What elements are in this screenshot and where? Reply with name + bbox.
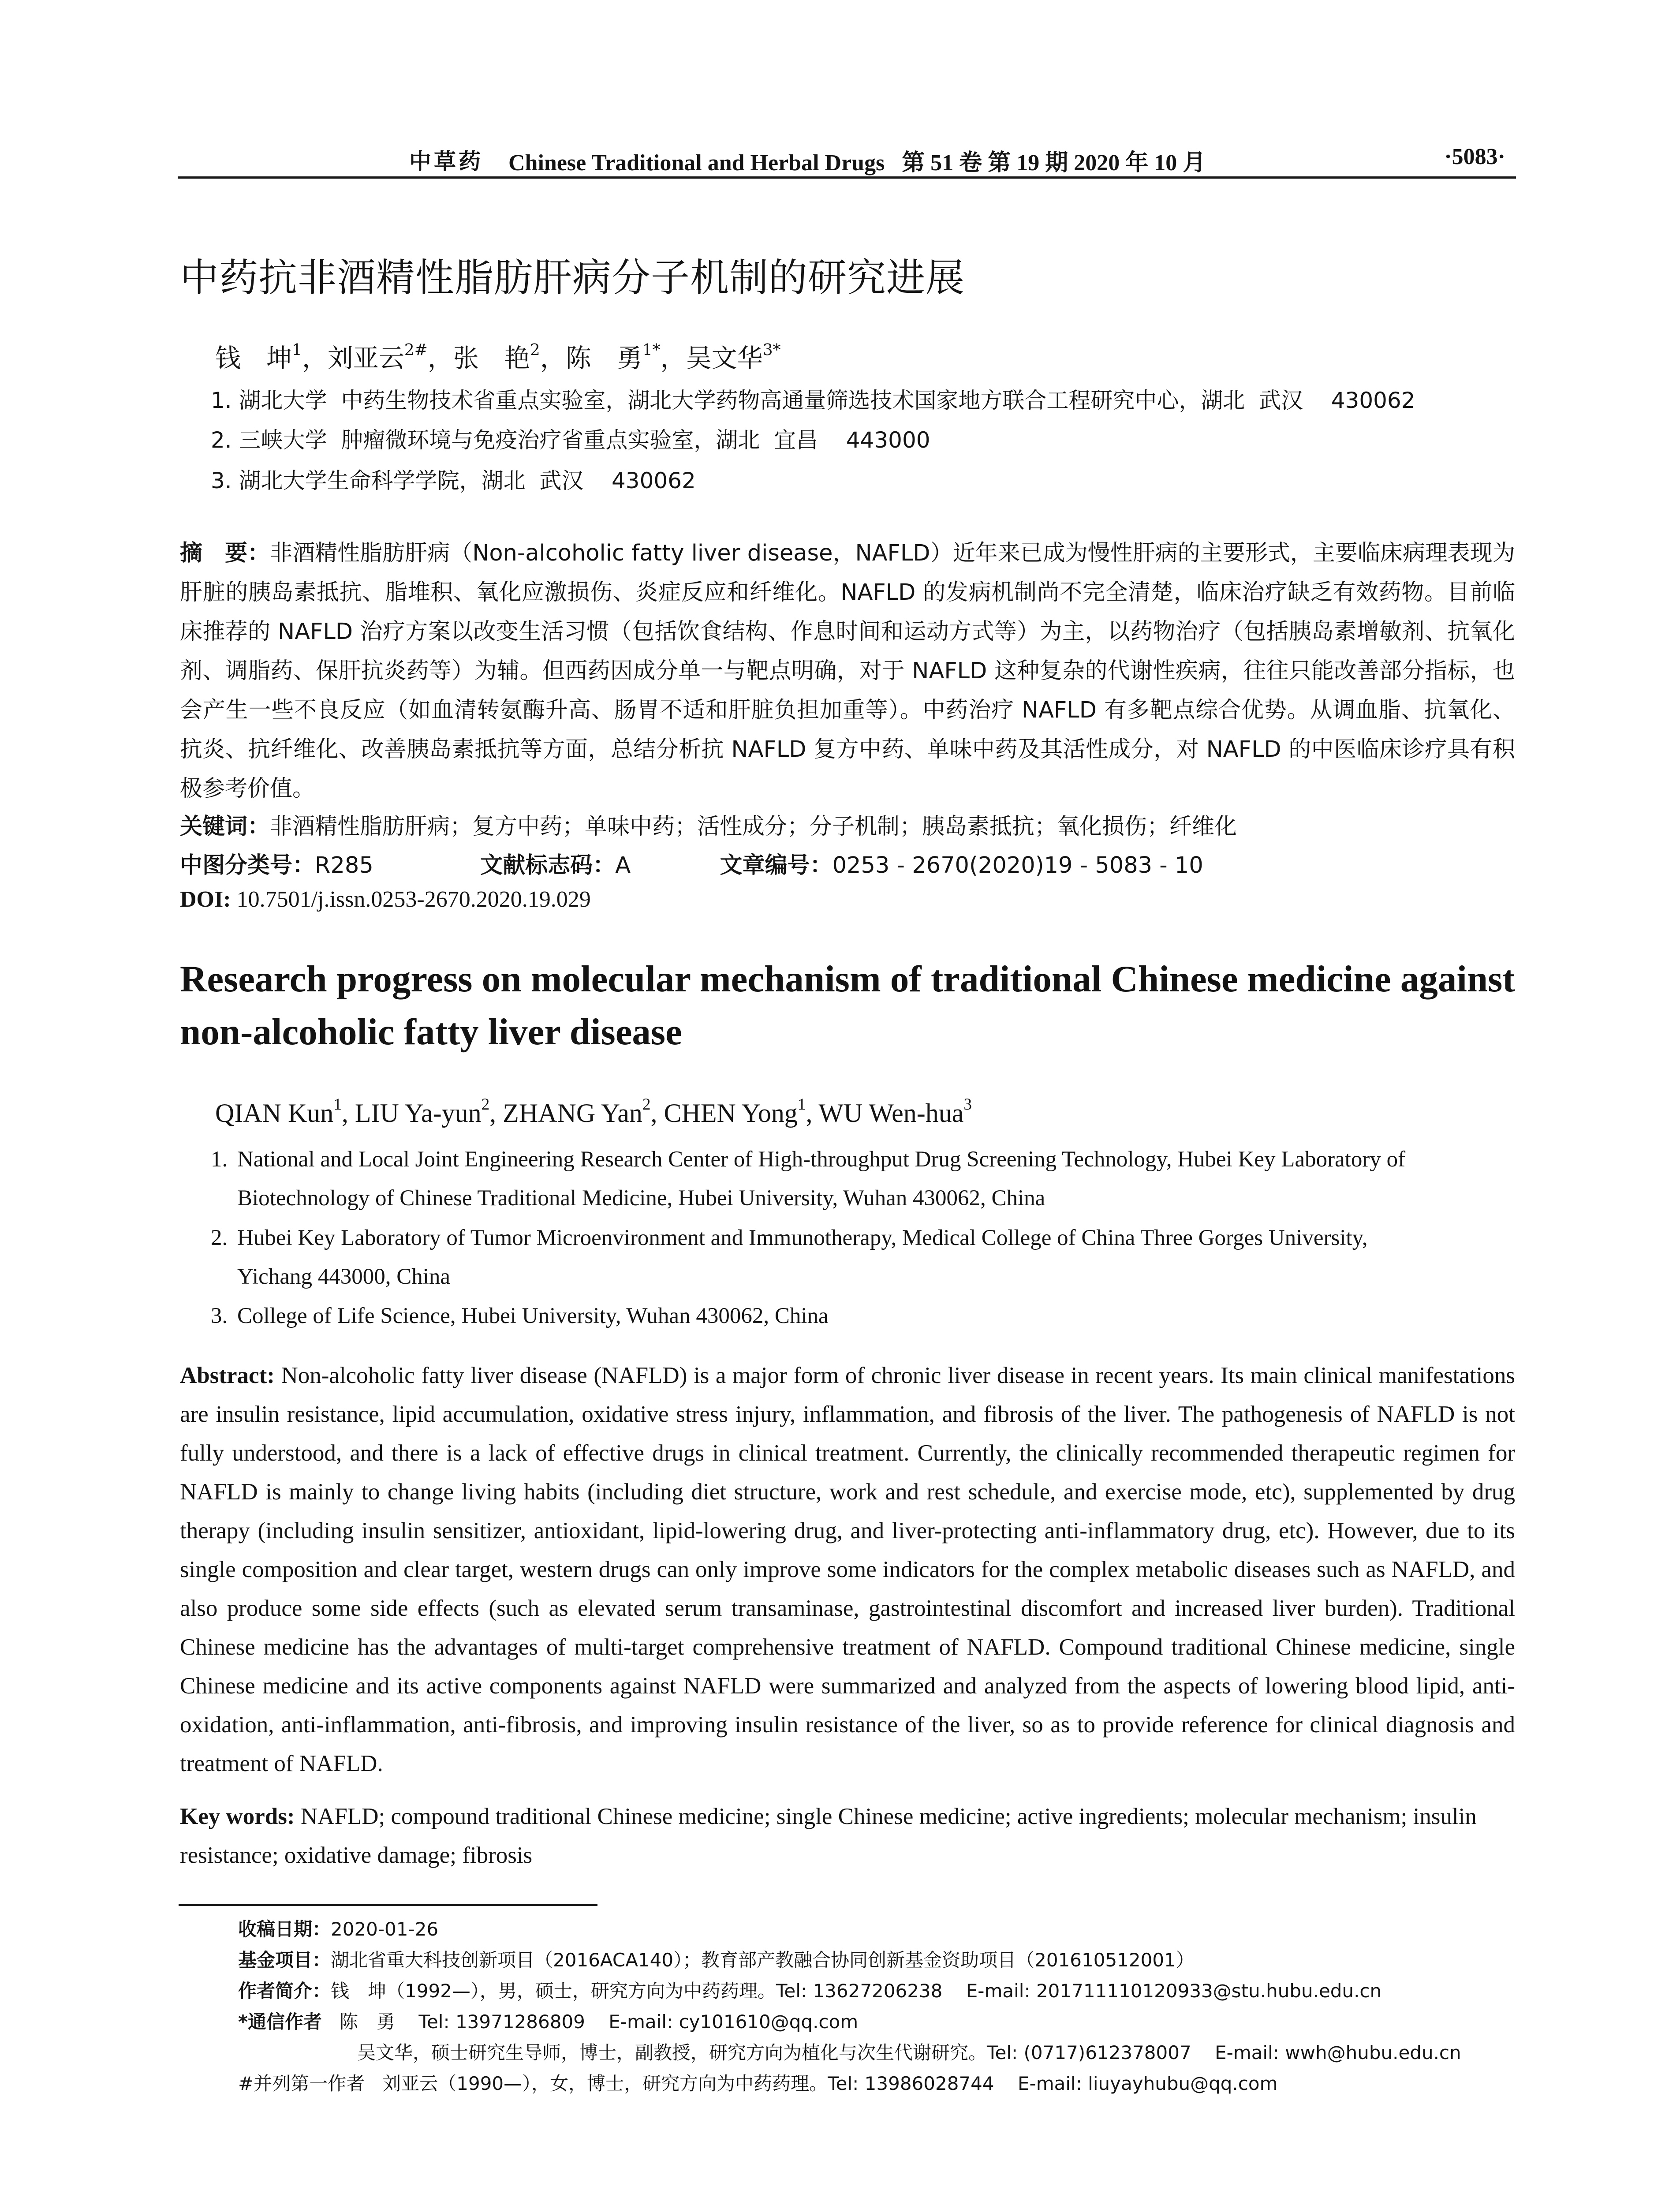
cn-affiliation-3: 3. 湖北大学生命科学学院，湖北 武汉 430062 xyxy=(211,468,696,493)
en-abstract xyxy=(180,1356,1515,1783)
journal-name-cn: 中草药 xyxy=(409,148,483,174)
en-affiliation-2: 2. Hubei Key Laboratory of Tumor Microenvironment and Immunotherapy, Medical College of China Three Gorges University, Yichang 443000, China xyxy=(211,1226,1368,1289)
en-keywords xyxy=(180,1797,1515,1875)
cn-keywords xyxy=(180,807,1237,846)
page-number: ·5083· xyxy=(1444,144,1505,169)
footnote-fund: 基金项目：湖北省重大科技创新项目（2016ACA140）；教育部产教融合协同创新基金资助项目（201610512001） xyxy=(238,1949,1195,1971)
cn-abstract xyxy=(180,534,1515,808)
cn-abstract-text: 非酒精性脂肪肝病（Non-alcoholic fatty liver disease，NAFLD）近年来已成为慢性肝病的主要形式，主要临床病理表现为肝脏的胰岛素抵抗、脂堆积、氧化应激损伤、炎症反应和纤维化。NAFLD 的发病机制尚不完全清楚，临床治疗缺乏有效药物。目前临床推荐的 NAFLD 治疗方案以改变生活习惯（包括饮食结构、作息时间和运动方式等）为主，以药物治疗（包括胰岛素增敏剂、抗氧化剂、调脂药、保肝抗炎药等）为辅。但西药因成分单一与靶点明确，对于 NAFLD 这种复杂的代谢性疾病，往往只能改善部分指标，也会产生一些不良反应（如血清转氨酶升高、肠胃不适和肝脏负担加重等）。中药治疗 NAFLD 有多靶点综合优势。从调血脂、抗氧化、抗炎、抗纤维化、改善胰岛素抵抗等方面，总结分析抗 NAFLD 复方中药、单味中药及其活性成分，对 NAFLD 的中医临床诊疗具有积极参考价值。 xyxy=(180,540,1515,802)
en-abstract-label: Abstract: xyxy=(180,1363,275,1388)
footnote-cofirst: #并列第一作者 刘亚云（1990—），女，博士，研究方向为中药药理。Tel: 13986028744 E-mail: liuyayhubu@qq.com xyxy=(238,2073,1278,2094)
cn-title: 中药抗非酒精性脂肪肝病分子机制的研究进展 xyxy=(180,255,965,300)
en-affiliation-3: 3. College of Life Science, Hubei University, Wuhan 430062, China xyxy=(211,1304,829,1328)
footnote-corresponding: *通信作者 陈 勇 Tel: 13971286809 E-mail: cy101610@qq.com xyxy=(238,2011,859,2033)
footnote-author: 作者简介：钱 坤（1992—），男，硕士，研究方向为中药药理。Tel: 13627206238 E-mail: 201711110120933@stu.hubu.edu.cn xyxy=(238,1980,1382,2002)
journal-issue: Chinese Traditional and Herbal Drugs 第 51 卷 第 19 期 2020 年 10 月 xyxy=(508,150,1206,176)
cn-keywords-label: 关键词： xyxy=(180,814,270,840)
running-header xyxy=(180,140,1515,175)
doccode-value: A xyxy=(615,852,631,878)
cn-keywords-text: 非酒精性脂肪肝病；复方中药；单味中药；活性成分；分子机制；胰岛素抵抗；氧化损伤；纤维化 xyxy=(270,814,1237,840)
en-keywords-label: Key words: xyxy=(180,1804,295,1829)
articleno-label: 文章编号： xyxy=(720,852,833,878)
doi-label: DOI: xyxy=(180,887,231,912)
en-abstract-text: Non-alcoholic fatty liver disease (NAFLD) is a major form of chronic liver disease in recent years. Its main clinical manifestations are insulin resistance, lipid accumulation, oxidative stress injury, inflammation, and fibrosis of the liver. The pathogenesis of NAFLD is not fully understood, and there is a lack of effective drugs in clinical treatment. Currently, the clinically recommended therapeutic regimen for NAFLD is mainly to change living habits (including diet structure, work and rest schedule, and exercise mode, etc), supplemented by drug therapy (including insulin sensitizer, antioxidant, lipid-lowering drug, and liver-protecting anti-inflammatory drug, etc). However, due to its single composition and clear target, western drugs can only improve some indicators for the complex metabolic diseases such as NAFLD, and also produce some side effects (such as elevated serum transaminase, gastrointestinal discomfort and increased liver burden). Traditional Chinese medicine has the advantages of multi-target comprehensive treatment of NAFLD. Compound traditional Chinese medicine, single Chinese medicine and its active components against NAFLD were summarized and analyzed from the aspects of lowering blood lipid, anti-oxidation, anti-inflammation, anti-fibrosis, and improving insulin resistance of the liver, so as to provide reference for clinical diagnosis and treatment of NAFLD. xyxy=(180,1363,1515,1776)
cn-classification-line xyxy=(180,846,1203,885)
clc-value: R285 xyxy=(315,852,373,878)
en-title: Research progress on molecular mechanism of traditional Chinese medicine against non-alcoholic fatty liver disease xyxy=(180,958,1515,1053)
cn-affiliation-1: 1. 湖北大学 中药生物技术省重点实验室，湖北大学药物高通量筛选技术国家地方联合工程研究中心，湖北 武汉 430062 xyxy=(211,388,1415,413)
cn-abstract-label: 摘 要： xyxy=(180,540,270,566)
cn-affiliation-2: 2. 三峡大学 肿瘤微环境与免疫治疗省重点实验室，湖北 宜昌 443000 xyxy=(211,427,930,453)
en-keywords-text: NAFLD; compound traditional Chinese medicine; single Chinese medicine; active ingredients; molecular mechanism; insulin resistance; oxidative damage; fibrosis xyxy=(180,1804,1477,1868)
en-affiliation-1: 1. National and Local Joint Engineering Research Center of High-throughput Drug Screening Technology, Hubei Key Laboratory of Biotechnology of Chinese Traditional Medicine, Hubei University, Wuhan 430062, China xyxy=(211,1147,1406,1211)
doccode-label: 文献标志码： xyxy=(480,852,616,878)
footnote-corresponding-2: 吴文华，硕士研究生导师，博士，副教授，研究方向为植化与次生代谢研究。Tel: (0717)612378007 E-mail: wwh@hubu.edu.cn xyxy=(357,2042,1461,2063)
cn-authors: 钱 坤$^1$，刘亚云$^{2\#}$，张 艳$^2$，陈 勇$^{1*}$，吴文华$^{3*}$ xyxy=(215,341,781,373)
footnote-received: 收稿日期：2020-01-26 xyxy=(238,1918,439,1940)
footnote-rule xyxy=(179,1904,597,1906)
clc-label: 中图分类号： xyxy=(180,852,315,878)
header-rule xyxy=(178,176,1516,179)
doi-link[interactable]: 10.7501/j.issn.0253-2670.2020.19.029 xyxy=(231,887,591,912)
en-authors: QIAN Kun$^1$, LIU Ya-yun$^2$, ZHANG Yan$^2$, CHEN Yong$^1$, WU Wen-hua$^3$ xyxy=(215,1095,972,1128)
doi-line xyxy=(180,886,591,912)
articleno-value: 0253 - 2670(2020)19 - 5083 - 10 xyxy=(832,852,1203,878)
